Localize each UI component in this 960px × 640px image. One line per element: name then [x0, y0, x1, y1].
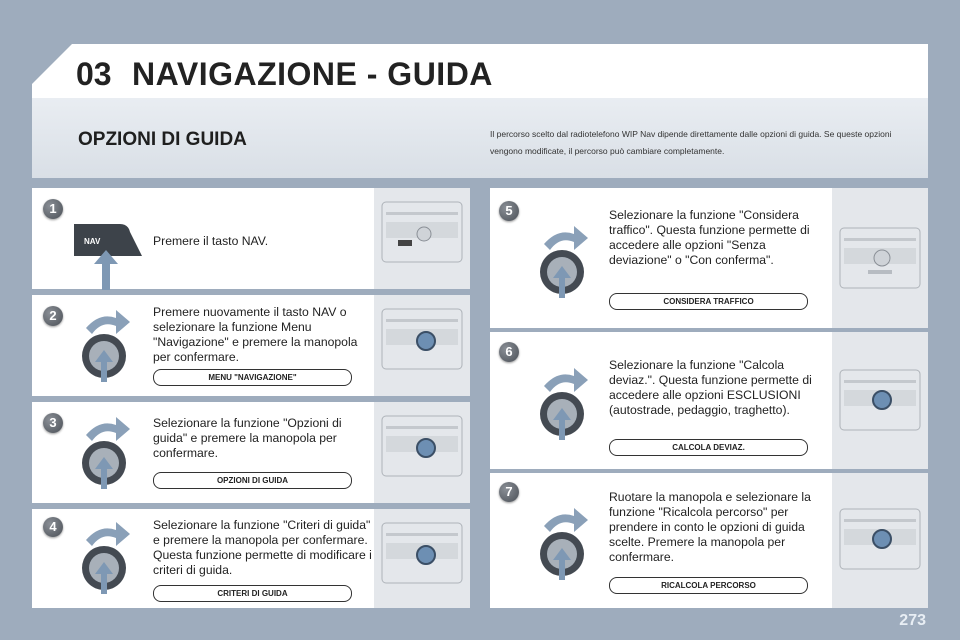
device-screenshot — [374, 188, 470, 289]
step-text: Selezionare la funzione "Calcola deviaz.". Questa funzione permette di accedere alle opzioni ESCLUSIONI (autostrade, pedaggio, traghetto). — [609, 358, 812, 417]
radio-device-icon — [374, 295, 470, 396]
rotary-knob-icon — [74, 304, 144, 384]
step-text: Selezionare la funzione "Criteri di guida" e premere la manopola per confermare. Questa funzione permette di modificare i criteri di guida. — [153, 518, 372, 577]
rotary-knob-icon — [532, 362, 602, 442]
step-text: Premere il tasto NAV. — [153, 234, 269, 248]
rotary-knob-icon — [532, 502, 602, 582]
device-screenshot — [374, 509, 470, 608]
nav-key-icon — [72, 220, 146, 294]
radio-device-icon — [374, 509, 470, 608]
device-screenshot — [374, 295, 470, 396]
step-text: Premere nuovamente il tasto NAV o selezionare la funzione Menu "Navigazione" e premere la manopola per confermare. — [153, 305, 358, 364]
menu-label-pill: CRITERI DI GUIDA — [153, 585, 352, 602]
intro-note: Il percorso scelto dal radiotelefono WIP Nav dipende direttamente dalle opzioni di guida. Se queste opzioni vengono modificate, il percorso può cambiare completamente. — [490, 129, 892, 156]
step-text: Selezionare la funzione "Considera traffico". Questa funzione permette di accedere alle opzioni "Senza deviazione" o "Con conferma". — [609, 208, 810, 267]
step-number: 2 — [43, 306, 63, 326]
step-number: 4 — [43, 517, 63, 537]
page-number: 273 — [899, 612, 926, 629]
device-screenshot — [832, 473, 928, 608]
menu-label-pill: OPZIONI DI GUIDA — [153, 472, 352, 489]
device-screenshot — [832, 332, 928, 469]
menu-label-pill: RICALCOLA PERCORSO — [609, 577, 808, 594]
radio-device-icon — [832, 332, 928, 469]
menu-label-pill: CONSIDERA TRAFFICO — [609, 293, 808, 310]
step-number: 5 — [499, 201, 519, 221]
device-screenshot — [832, 188, 928, 328]
step-number: 3 — [43, 413, 63, 433]
menu-label-pill: MENU "NAVIGAZIONE" — [153, 369, 352, 386]
rotary-knob-icon — [532, 220, 602, 300]
radio-device-icon — [832, 188, 928, 328]
nav-key-label: NAV — [84, 237, 101, 246]
radio-device-icon — [374, 402, 470, 503]
step-number: 1 — [43, 199, 63, 219]
step-number: 7 — [499, 482, 519, 502]
rotary-knob-icon — [74, 516, 144, 596]
step-number: 6 — [499, 342, 519, 362]
rotary-knob-icon — [74, 411, 144, 491]
page-title: NAVIGAZIONE - GUIDA — [132, 56, 493, 92]
menu-label-pill: CALCOLA DEVIAZ. — [609, 439, 808, 456]
device-screenshot — [374, 402, 470, 503]
radio-device-icon — [374, 188, 470, 289]
chapter-number: 03 — [76, 56, 112, 92]
radio-device-icon — [832, 473, 928, 608]
step-text: Ruotare la manopola e selezionare la funzione "Ricalcola percorso" per prendere in conto le opzioni di guida scelte. Premere la manopola per confermare. — [609, 490, 811, 564]
step-text: Selezionare la funzione "Opzioni di guida" e premere la manopola per confermare. — [153, 416, 342, 460]
section-title: OPZIONI DI GUIDA — [78, 129, 247, 150]
